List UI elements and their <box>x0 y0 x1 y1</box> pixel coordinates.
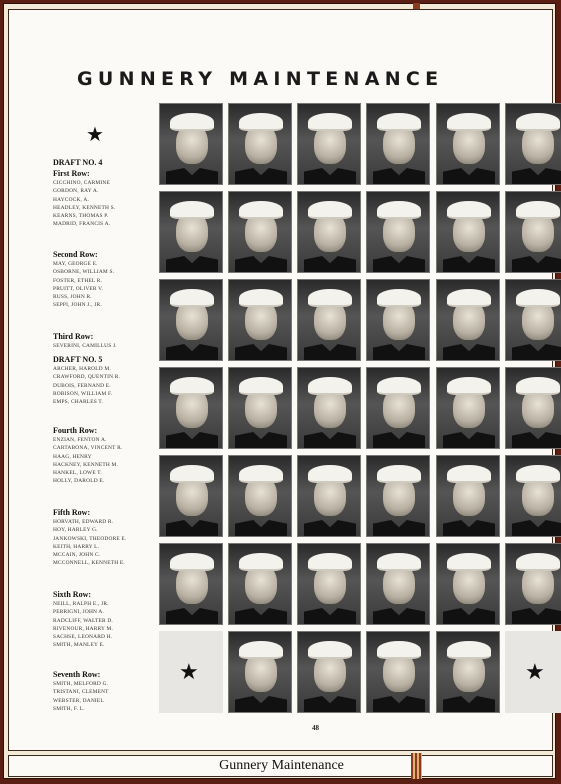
roster-name: HOLLY, DAROLD E. <box>53 478 105 485</box>
sailor-collar <box>166 344 218 361</box>
sailor-collar <box>166 520 218 537</box>
sailor-portrait <box>436 367 500 449</box>
sailor-cap <box>377 113 421 131</box>
sailor-collar <box>443 432 495 449</box>
sailor-collar <box>443 168 495 185</box>
sailor-collar <box>373 608 425 625</box>
sailor-collar <box>235 608 287 625</box>
caption-bar <box>8 755 553 777</box>
sailor-cap <box>516 553 560 571</box>
roster-name: ARCHER, HAROLD M. <box>53 366 111 372</box>
sailor-portrait <box>159 103 223 185</box>
roster-name: JANKOWSKI, THEODORE E. <box>53 535 127 542</box>
section-heading: Fifth Row: <box>53 508 91 517</box>
roster-section <box>53 250 161 310</box>
sailor-cap <box>170 113 214 131</box>
sailor-portrait <box>366 631 430 713</box>
sailor-portrait <box>366 191 430 273</box>
sailor-cap <box>516 465 560 483</box>
sailor-portrait <box>297 455 361 537</box>
page-number: 48 <box>312 724 319 732</box>
sailor-cap <box>377 465 421 483</box>
sailor-collar <box>512 608 561 625</box>
sailor-portrait <box>159 455 223 537</box>
roster-name: ENZIAN, FENTON A. <box>53 437 107 443</box>
sailor-cap <box>447 113 491 131</box>
sailor-cap <box>239 201 283 219</box>
sailor-cap <box>447 465 491 483</box>
sailor-cap <box>170 201 214 219</box>
section-heading: DRAFT NO. 4 <box>53 158 103 167</box>
sailor-collar <box>512 520 561 537</box>
sailor-portrait <box>366 279 430 361</box>
roster-section <box>53 169 161 229</box>
roster-section <box>53 426 161 486</box>
sailor-portrait <box>159 191 223 273</box>
sailor-portrait <box>366 543 430 625</box>
roster-name: CRAWFORD, QUENTIN R. <box>53 374 121 381</box>
roster-name: SEVERINI, CAMILLUS J. <box>53 343 117 349</box>
sailor-collar <box>166 168 218 185</box>
roster-name: SMITH, MANLEY E. <box>53 642 105 649</box>
sailor-portrait <box>366 455 430 537</box>
sailor-cap <box>170 377 214 395</box>
star-icon: ★ <box>525 659 545 684</box>
sailor-cap <box>239 113 283 131</box>
sailor-portrait <box>228 279 292 361</box>
sailor-collar <box>235 344 287 361</box>
sailor-cap <box>239 641 283 659</box>
sailor-collar <box>373 696 425 713</box>
sailor-portrait <box>436 279 500 361</box>
sailor-cap <box>447 201 491 219</box>
sailor-collar <box>512 256 561 273</box>
sailor-cap <box>308 289 352 307</box>
roster-name: SACHSE, LEONARD H. <box>53 634 113 641</box>
page-caption: Gunnery Maintenance <box>219 758 344 773</box>
sailor-portrait <box>366 367 430 449</box>
roster-name: SMITH, MELFORD G. <box>53 681 109 687</box>
roster-name: HAAG, HENRY <box>53 453 92 460</box>
roster-name: KEITH, HARRY L. <box>53 543 100 550</box>
sailor-collar <box>304 168 356 185</box>
roster-section <box>53 508 161 568</box>
yearbook-page <box>8 9 553 751</box>
sailor-collar <box>373 168 425 185</box>
roster-name: MADRID, FRANCIS A. <box>53 221 111 228</box>
sailor-cap <box>308 553 352 571</box>
roster-name: HOY, HARLEY G. <box>53 527 98 534</box>
sailor-portrait <box>228 543 292 625</box>
sailor-collar <box>235 696 287 713</box>
sailor-cap <box>377 289 421 307</box>
sailor-cap <box>308 465 352 483</box>
sailor-portrait <box>297 279 361 361</box>
roster-name: FOSTER, ETHEL R. <box>53 277 103 284</box>
roster-name: WEBSTER, DANIEL <box>53 697 104 704</box>
sailor-portrait <box>436 543 500 625</box>
sailor-cap <box>239 553 283 571</box>
roster-name: DUBOIS, FERNAND E. <box>53 382 111 389</box>
roster-section <box>53 590 161 650</box>
roster-name: OSBORNE, WILLIAM S. <box>53 269 115 276</box>
section-heading: First Row: <box>53 169 90 178</box>
roster-name: HACKNEY, KENNETH M. <box>53 461 119 468</box>
sailor-cap <box>447 377 491 395</box>
sailor-portrait <box>297 367 361 449</box>
roster-name: EMPS, CHARLES T. <box>53 399 104 406</box>
sailor-portrait <box>297 191 361 273</box>
sailor-collar <box>373 344 425 361</box>
sailor-collar <box>443 696 495 713</box>
roster-name: MCCONNELL, KENNETH E. <box>53 560 125 567</box>
sailor-portrait <box>436 191 500 273</box>
blank-cell <box>505 631 561 713</box>
sailor-cap <box>377 641 421 659</box>
sailor-portrait <box>297 103 361 185</box>
sailor-collar <box>166 608 218 625</box>
roster-name: CARTABONA, VINCENT R. <box>53 445 123 452</box>
sailor-portrait <box>228 631 292 713</box>
sailor-portrait <box>228 455 292 537</box>
sailor-collar <box>443 344 495 361</box>
sailor-portrait <box>228 103 292 185</box>
section-heading: DRAFT NO. 5 <box>53 355 103 364</box>
roster-name: GORDON, RAY A. <box>53 188 99 195</box>
roster-name: CICCHINO, CARMINE <box>53 180 111 186</box>
sailor-collar <box>373 432 425 449</box>
sailor-collar <box>512 432 561 449</box>
sailor-portrait <box>228 191 292 273</box>
section-heading: Sixth Row: <box>53 590 92 599</box>
sailor-collar <box>304 344 356 361</box>
sailor-portrait <box>505 543 561 625</box>
sailor-collar <box>235 520 287 537</box>
roster-section <box>53 355 161 406</box>
sailor-portrait <box>436 103 500 185</box>
roster-section <box>53 670 161 713</box>
roster-section <box>53 332 161 350</box>
sailor-cap <box>239 377 283 395</box>
sailor-collar <box>512 344 561 361</box>
sailor-portrait <box>159 543 223 625</box>
roster-name: PERRIGNI, JOHN A. <box>53 609 105 616</box>
sailor-collar <box>304 696 356 713</box>
sailor-cap <box>308 641 352 659</box>
portrait-grid <box>159 103 559 715</box>
sailor-cap <box>170 465 214 483</box>
sailor-collar <box>373 520 425 537</box>
sailor-portrait <box>505 279 561 361</box>
bar-ornament <box>411 753 422 779</box>
sailor-cap <box>377 553 421 571</box>
sailor-portrait <box>505 367 561 449</box>
roster-name: RIVENOUR, HARRY M. <box>53 625 114 632</box>
roster-name: KEARNS, THOMAS P. <box>53 213 109 220</box>
section-heading: Fourth Row: <box>53 426 98 435</box>
sailor-collar <box>235 168 287 185</box>
sailor-collar <box>304 256 356 273</box>
sailor-cap <box>308 113 352 131</box>
section-heading: Third Row: <box>53 332 94 341</box>
sailor-cap <box>516 289 560 307</box>
sailor-collar <box>235 256 287 273</box>
sailor-portrait <box>159 367 223 449</box>
sailor-cap <box>447 641 491 659</box>
sailor-cap <box>170 553 214 571</box>
sailor-portrait <box>228 367 292 449</box>
blank-cell <box>159 631 223 713</box>
sailor-collar <box>373 256 425 273</box>
sailor-portrait <box>505 103 561 185</box>
roster-name: PRUITT, OLIVER V. <box>53 285 104 292</box>
roster-name: HANKEL, LOWE T. <box>53 470 102 477</box>
sailor-collar <box>166 432 218 449</box>
roster-name: SEPPI, JOHN J., JR. <box>53 302 102 309</box>
sailor-collar <box>304 432 356 449</box>
page-title: GUNNERY MAINTENANCE <box>77 68 444 90</box>
roster-name: MCCAIN, JOHN C. <box>53 552 101 559</box>
roster-name: HEADLEY, KENNETH S. <box>53 204 116 211</box>
section-heading: Seventh Row: <box>53 670 101 679</box>
star-icon: ★ <box>86 124 104 146</box>
sailor-collar <box>512 168 561 185</box>
sailor-cap <box>239 289 283 307</box>
sailor-cap <box>308 377 352 395</box>
roster-name: TRISTANI, CLEMENT <box>53 689 109 696</box>
roster-name: RADCLIFF, WALTER D. <box>53 617 113 624</box>
section-heading: Second Row: <box>53 250 98 259</box>
sailor-portrait <box>436 455 500 537</box>
sailor-cap <box>516 113 560 131</box>
star-icon: ★ <box>179 659 199 684</box>
sailor-cap <box>239 465 283 483</box>
sailor-portrait <box>297 631 361 713</box>
sailor-portrait <box>297 543 361 625</box>
sailor-portrait <box>366 103 430 185</box>
sailor-portrait <box>159 279 223 361</box>
sailor-collar <box>443 256 495 273</box>
roster-name: MAY, GEORGE E. <box>53 261 98 267</box>
sailor-cap <box>308 201 352 219</box>
sailor-cap <box>447 289 491 307</box>
sailor-portrait <box>505 455 561 537</box>
roster-name: ROBISON, WILLIAM F. <box>53 390 113 397</box>
sailor-collar <box>304 608 356 625</box>
sailor-cap <box>447 553 491 571</box>
sailor-cap <box>377 201 421 219</box>
roster-name: HORVATH, EDWARD R. <box>53 519 114 525</box>
sailor-collar <box>166 256 218 273</box>
roster-name: NEILL, RALPH E., JR. <box>53 601 109 607</box>
sailor-portrait <box>436 631 500 713</box>
sailor-collar <box>443 520 495 537</box>
sailor-cap <box>170 289 214 307</box>
sailor-collar <box>443 608 495 625</box>
sailor-collar <box>235 432 287 449</box>
sailor-cap <box>516 377 560 395</box>
sailor-collar <box>304 520 356 537</box>
roster-name: SMITH, F. L. <box>53 705 85 712</box>
sailor-cap <box>377 377 421 395</box>
roster-section <box>53 158 161 168</box>
sailor-portrait <box>505 191 561 273</box>
roster-name: HAYCOCK, A. <box>53 196 89 203</box>
sailor-cap <box>516 201 560 219</box>
roster-name: RUSS, JOHN R. <box>53 294 92 301</box>
